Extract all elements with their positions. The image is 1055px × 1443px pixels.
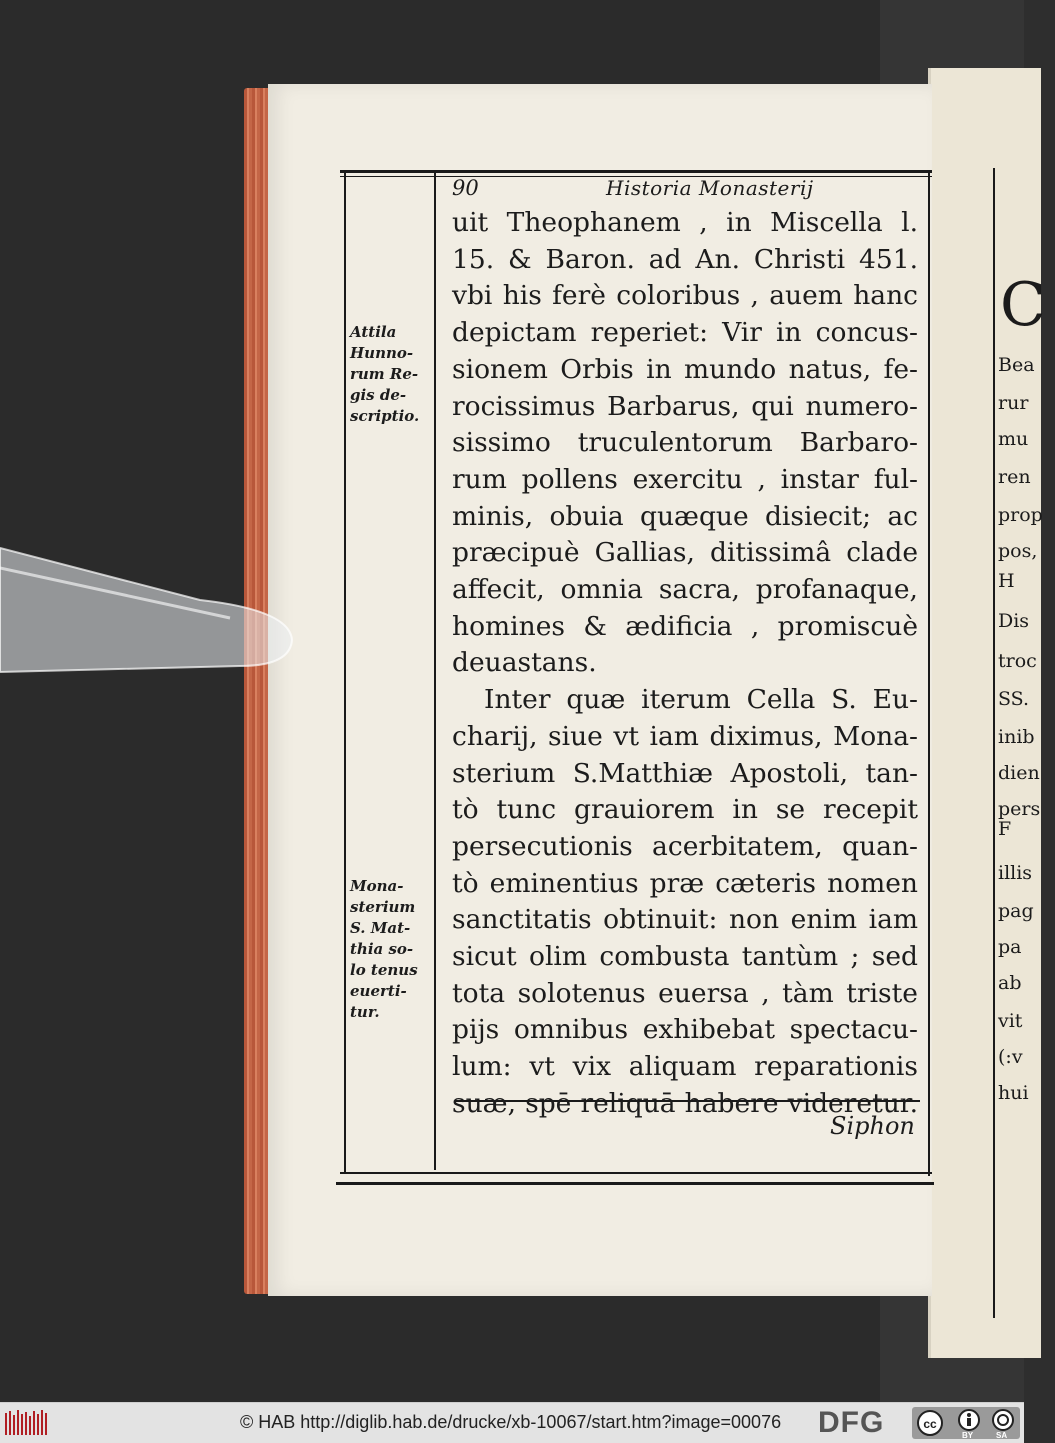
frame-rule-right — [928, 170, 930, 1176]
frame-rule-bottom — [340, 1172, 932, 1174]
frame-rule-top — [340, 170, 932, 173]
next-page-fragment: F — [998, 818, 1012, 840]
text-line: depictam reperiet: Vir in concus- — [452, 317, 918, 349]
margin-note-line: sterium — [350, 898, 416, 916]
next-page-fragment: ren — [998, 466, 1031, 488]
text-line: sissimo truculentorum Barbaro- — [452, 427, 918, 459]
text-line: rum pollens exercitu , instar ful- — [452, 463, 918, 495]
next-page-fragment: Dis — [998, 610, 1030, 632]
text-line: vbi his ferè coloribus , auem hanc — [452, 280, 918, 312]
next-page-fragment: pos, — [998, 540, 1038, 562]
margin-note-line: Attila — [350, 323, 397, 341]
next-page-fragment: (:v — [998, 1046, 1023, 1068]
next-page-fragment: inib — [998, 726, 1035, 748]
next-page-fragment: pers — [998, 798, 1041, 820]
page-number: 90 — [452, 176, 479, 200]
text-line: 15. & Baron. ad An. Christi 451. — [452, 243, 918, 275]
next-page-fragment: Bea — [998, 354, 1035, 376]
text-line: charij, siue vt iam diximus, Mona- — [452, 720, 918, 752]
text-line: suæ, spē reliquā habere videretur. — [452, 1087, 918, 1119]
text-line: homines & ædificia , promiscuè — [452, 610, 918, 642]
text-line: pijs omnibus exhibebat spectacu- — [452, 1014, 918, 1046]
text-line: rocissimus Barbarus, qui numero- — [452, 390, 918, 422]
margin-note-line: S. Mat- — [350, 919, 411, 937]
share-alike-icon — [992, 1409, 1014, 1431]
next-page-fragment: troc — [998, 650, 1037, 672]
margin-note-monasterium — [350, 876, 434, 1023]
footer-credit: © HAB http://diglib.hab.de/drucke/xb-10067/start.htm?image=00076 — [240, 1412, 782, 1432]
text-line: persecutionis acerbitatem, quan- — [452, 830, 918, 862]
text-line: lum: vt vix aliquam reparationis — [452, 1051, 918, 1083]
next-page-fragment: ab — [998, 972, 1022, 994]
text-line: Inter quæ iterum Cella S. Eu- — [484, 684, 918, 716]
text-line: minis, obuia quæque disiecit; ac — [452, 500, 918, 532]
margin-note-attila — [350, 322, 434, 427]
text-line: præcipuè Gallias, ditissimâ clade — [452, 537, 918, 569]
next-page-fragment: H — [998, 570, 1015, 592]
dfg-logo: DFG — [818, 1406, 885, 1439]
text-line: tò eminentius præ cæteris nomen — [452, 867, 918, 899]
next-page-fragment: SS. — [998, 688, 1030, 710]
margin-note-line: tur. — [350, 1003, 380, 1021]
text-line: sionem Orbis in mundo natus, fe- — [452, 353, 918, 385]
margin-note-line: gis de- — [350, 386, 407, 404]
page-clip — [0, 548, 300, 678]
next-page-fragment: vit — [998, 1010, 1023, 1032]
margin-note-line: Hunno- — [350, 344, 414, 362]
next-page-initial: C — [1000, 270, 1046, 340]
text-line: sanctitatis obtinuit: non enim iam — [452, 904, 918, 936]
next-page-fragment: illis — [998, 862, 1033, 884]
text-line: deuastans. — [452, 647, 597, 679]
next-page-fragment: mu — [998, 428, 1029, 450]
text-line: uit Theophanem , in Miscella l. — [452, 207, 918, 238]
footer-bar — [0, 1402, 1024, 1443]
text-line: sterium S.Matthiæ Apostoli, tan- — [452, 757, 918, 789]
main-text — [452, 205, 918, 1123]
cc-license-badge[interactable] — [912, 1407, 1020, 1439]
svg-text:cc: cc — [923, 1417, 937, 1431]
next-page-fragment: pa — [998, 936, 1022, 958]
next-page — [928, 68, 1041, 1358]
next-page-fragment: prop — [998, 504, 1043, 526]
catchword: Siphon — [830, 1112, 915, 1140]
text-line: sicut olim combusta tantùm ; sed — [452, 941, 918, 973]
running-title: Historia Monasterij — [606, 176, 814, 200]
next-page-fragment: pag — [998, 900, 1034, 922]
hab-logo-icon — [4, 1409, 48, 1437]
margin-note-line: scriptio. — [350, 407, 420, 425]
license-sa-label: SA — [996, 1431, 1008, 1440]
text-line: tota solotenus euersa , tàm triste — [452, 977, 918, 1009]
text-line: affecit, omnia sacra, profanaque, — [452, 574, 918, 606]
margin-note-line: lo tenus — [350, 961, 418, 979]
next-page-fragment: hui — [998, 1082, 1029, 1104]
text-line: tò tunc grauiorem in se recepit — [452, 794, 918, 826]
next-page-fragment: rur — [998, 392, 1029, 414]
margin-note-line: rum Re- — [350, 365, 419, 383]
margin-note-line: Mona- — [350, 877, 404, 895]
page-edge — [244, 88, 270, 1294]
margin-note-line: euerti- — [350, 982, 407, 1000]
attribution-icon — [958, 1409, 980, 1431]
license-by-label: BY — [962, 1431, 974, 1440]
margin-note-line: thia so- — [350, 940, 414, 958]
frame-rule-bottom-outer — [336, 1182, 934, 1185]
frame-rule-margin — [434, 170, 436, 1170]
next-page-fragment: dien — [998, 762, 1040, 784]
frame-rule-left — [344, 170, 346, 1174]
cc-icon — [916, 1409, 944, 1437]
